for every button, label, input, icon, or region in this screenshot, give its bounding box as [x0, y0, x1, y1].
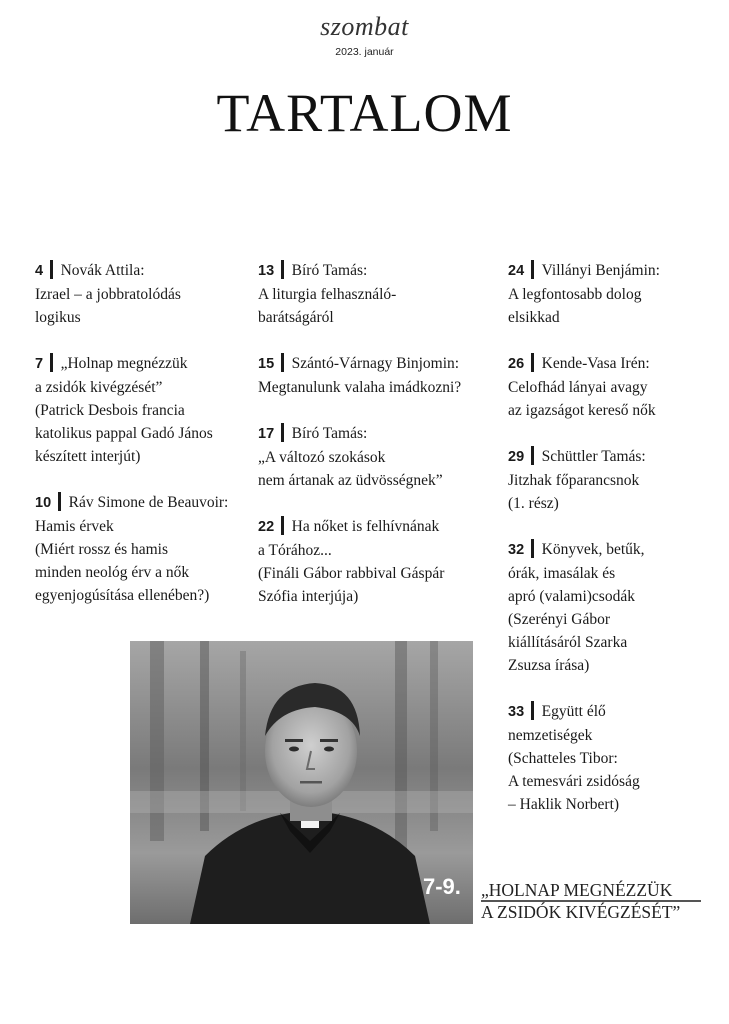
toc-entry[interactable]: [508, 700, 729, 816]
entry-headline: Novák Attila:: [60, 262, 145, 279]
entry-description: nemzetiségek (Schatteles Tibor: A temesvári zsidóság – Haklik Norbert): [508, 727, 640, 813]
page-number: 33: [508, 704, 525, 720]
entry-headline: Villányi Benjámin:: [541, 262, 660, 279]
separator-bar: [531, 446, 534, 465]
separator-bar: [531, 353, 534, 372]
page-title: TARTALOM: [216, 83, 513, 143]
entry-description: a zsidók kivégzését” (Patrick Desbois francia katolikus pappal Gadó János készített interjút): [35, 379, 213, 465]
entry-description: Megtanulunk valaha imádkozni?: [258, 379, 462, 396]
page-number: 13: [258, 263, 275, 279]
page-number: 24: [508, 263, 525, 279]
entry-headline: Kende-Vasa Irén:: [541, 355, 650, 372]
page-number: 7: [35, 356, 44, 372]
entry-headline: Schüttler Tamás:: [541, 448, 646, 465]
entry-description: órák, imasálak és apró (valami)csodák (Szerényi Gábor kiállításáról Szarka Zsuzsa írása): [508, 565, 635, 674]
magazine-brand: szombat: [320, 12, 409, 41]
separator-bar: [58, 492, 61, 511]
toc-entry[interactable]: [35, 259, 267, 329]
entry-headline: Bíró Tamás:: [291, 425, 368, 442]
entry-headline: Szántó-Várnagy Binjomin:: [291, 355, 460, 372]
caption-underline: [481, 900, 701, 902]
issue-date: 2023. január: [335, 46, 394, 58]
feature-page-range: 7-9.: [423, 874, 461, 899]
entry-description: Izrael – a jobbratolódás logikus: [35, 286, 181, 326]
page-number: 15: [258, 356, 275, 372]
entry-headline: Ha nőket is felhívnának: [291, 518, 440, 535]
separator-bar: [531, 260, 534, 279]
separator-bar: [531, 701, 534, 720]
toc-entry[interactable]: [508, 538, 729, 677]
page-number: 22: [258, 519, 275, 535]
toc-entry[interactable]: [508, 259, 729, 329]
toc-entry[interactable]: [258, 352, 490, 399]
toc-column-3: [508, 259, 729, 839]
toc-column-2: [258, 259, 490, 631]
toc-entry[interactable]: [508, 352, 729, 422]
toc-entry[interactable]: [508, 445, 729, 515]
separator-bar: [50, 353, 53, 372]
entry-headline: Könyvek, betűk,: [541, 541, 645, 558]
separator-bar: [50, 260, 53, 279]
entry-description: Celofhád lányai avagy az igazságot kereső nők: [508, 379, 656, 419]
page-number: 32: [508, 542, 525, 558]
entry-description: Jitzhak főparancsnok (1. rész): [508, 472, 640, 512]
separator-bar: [531, 539, 534, 558]
entry-headline: „Holnap megnézzük: [60, 355, 188, 372]
entry-headline: Ráv Simone de Beauvoir:: [68, 494, 229, 511]
toc-entry[interactable]: [258, 422, 490, 492]
entry-description: „A változó szokások nem ártanak az üdvösségnek”: [258, 449, 443, 489]
toc-column-1: [35, 259, 267, 630]
toc-entry[interactable]: [258, 515, 490, 608]
entry-headline: Együtt élő: [541, 703, 606, 720]
separator-bar: [281, 353, 284, 372]
toc-entry[interactable]: [35, 352, 267, 468]
page-number: 29: [508, 449, 525, 465]
portrait-illustration: [130, 641, 473, 924]
entry-description: Hamis érvek (Miért rossz és hamis minden neológ érv a nők egyenjogúsítása ellenében?): [35, 518, 210, 604]
entry-description: A legfontosabb dolog elsikkad: [508, 286, 642, 326]
feature-photo[interactable]: [130, 641, 473, 924]
toc-entry[interactable]: [35, 491, 267, 607]
entry-headline: Bíró Tamás:: [291, 262, 368, 279]
separator-bar: [281, 516, 284, 535]
page-number: 4: [35, 263, 44, 279]
separator-bar: [281, 423, 284, 442]
feature-title-line1: „HOLNAP MEGNÉZZÜK: [481, 880, 673, 900]
feature-title-line2: A ZSIDÓK KIVÉGZÉSÉT”: [481, 902, 681, 922]
entry-description: A liturgia felhasználó- barátságáról: [258, 286, 397, 326]
entry-description: a Tórához... (Fináli Gábor rabbival Gáspár Szófia interjúja): [258, 542, 445, 605]
page-number: 10: [35, 495, 52, 511]
page-number: 17: [258, 426, 275, 442]
toc-entry[interactable]: [258, 259, 490, 329]
separator-bar: [281, 260, 284, 279]
page-number: 26: [508, 356, 525, 372]
